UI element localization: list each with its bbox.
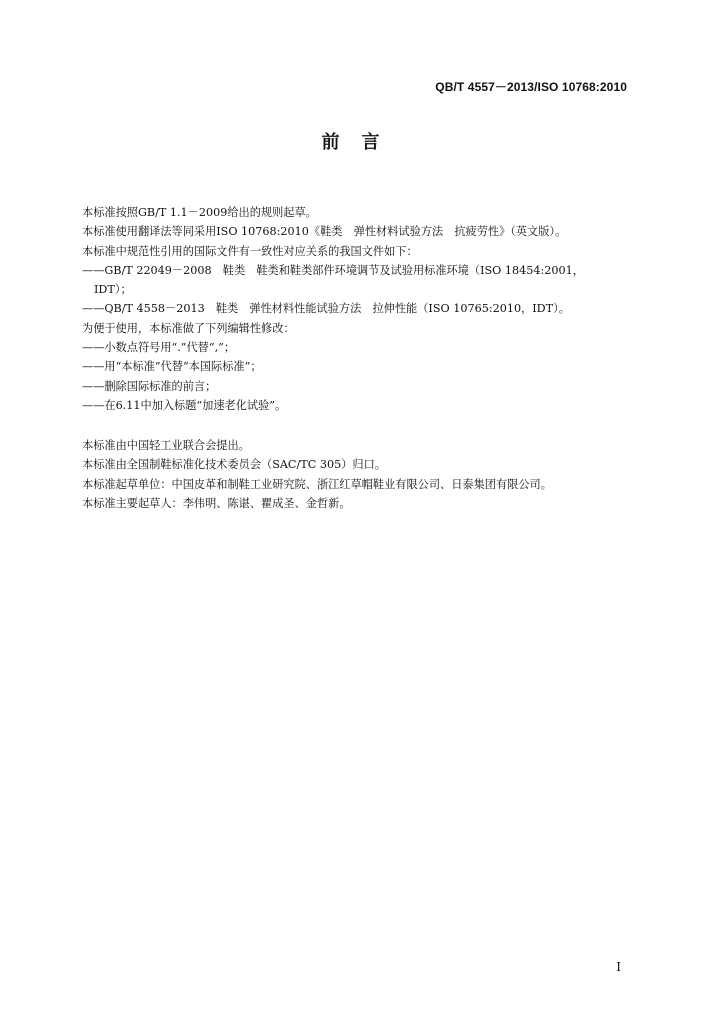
body-line: 为便于使用，本标准做了下列编辑性修改： bbox=[82, 321, 295, 335]
info-line: 本标准起草单位：中国皮革和制鞋工业研究院、浙江红草帽鞋业有限公司、日泰集团有限公司。 bbox=[82, 477, 552, 491]
body-line: ——删除国际标准的前言； bbox=[82, 379, 217, 393]
body-line: 本标准使用翻译法等同采用ISO 10768:2010《鞋类 弹性材料试验方法 抗疲劳性》（英文版）。 bbox=[82, 225, 567, 239]
body-line-continuation: IDT）； bbox=[94, 283, 132, 297]
foreword-body bbox=[82, 203, 642, 415]
body-line: 本标准中规范性引用的国际文件有一致性对应关系的我国文件如下： bbox=[82, 244, 418, 258]
info-line: 本标准主要起草人：李伟明、陈谌、瞿成圣、金哲新。 bbox=[82, 496, 351, 510]
standard-code: QB/T 4557－2013/ISO 10768:2010 bbox=[435, 80, 627, 94]
body-line: ——小数点符号用“.”代替“,”； bbox=[82, 341, 236, 355]
page-title: 前言 bbox=[321, 132, 402, 153]
body-line: ——GB/T 22049－2008 鞋类 鞋类和鞋类部件环境调节及试验用标准环境（ISO 18454:2001， bbox=[82, 263, 584, 277]
body-line: ——用“本标准”代替“本国际标准”； bbox=[82, 360, 262, 374]
body-line: ——在6.11中加入标题“加速老化试验”。 bbox=[82, 398, 287, 412]
body-line: 本标准按照GB/T 1.1－2009给出的规则起草。 bbox=[82, 206, 317, 219]
info-line: 本标准由全国制鞋标准化技术委员会（SAC/TC 305）归口。 bbox=[82, 458, 386, 472]
foreword-info bbox=[82, 436, 642, 513]
page-number: I bbox=[616, 960, 621, 974]
body-line: ——QB/T 4558－2013 鞋类 弹性材料性能试验方法 拉伸性能（ISO 10765:2010，IDT）。 bbox=[82, 302, 570, 316]
info-line: 本标准由中国轻工业联合会提出。 bbox=[82, 439, 250, 452]
